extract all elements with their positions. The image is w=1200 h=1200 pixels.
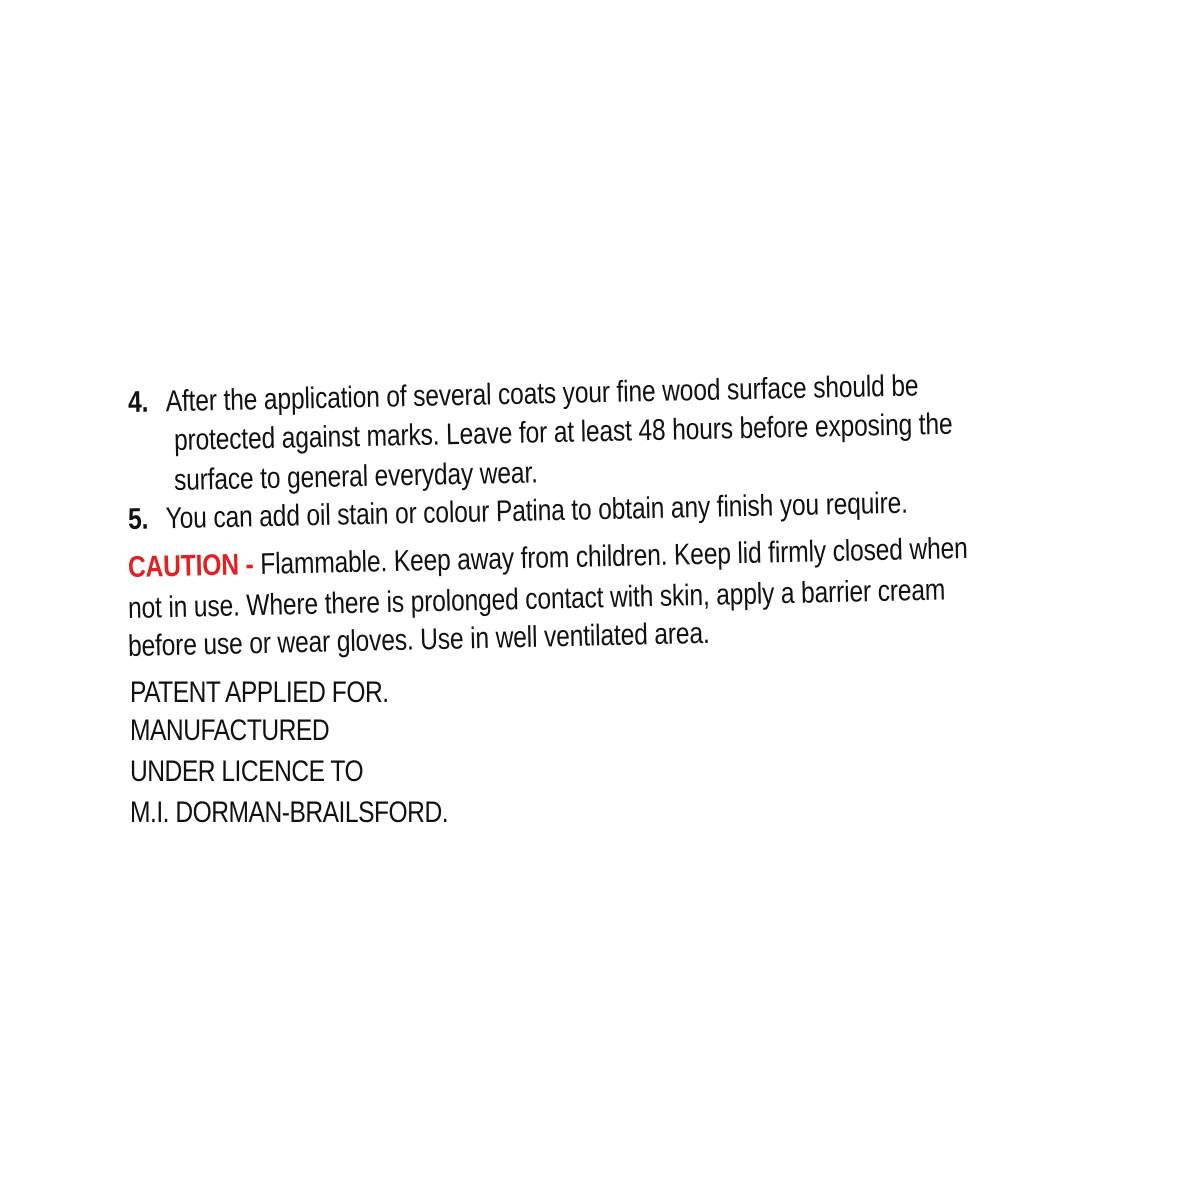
patent-line-2 bbox=[130, 714, 373, 748]
caution-text-line-3: before use or wear gloves. Use in well ventilated area. bbox=[127, 616, 710, 663]
caution-label: CAUTION - bbox=[127, 548, 254, 584]
patent-text-2: MANUFACTURED bbox=[130, 714, 330, 747]
step-5-text: You can add oil stain or colour Patina to obtain any finish you require. bbox=[165, 486, 909, 536]
patent-line-1 bbox=[130, 676, 445, 710]
step-5-number: 5. bbox=[127, 502, 149, 536]
patent-text-3: UNDER LICENCE TO bbox=[130, 755, 364, 788]
patent-line-4 bbox=[130, 796, 518, 830]
step-4-text-line-3: surface to general everyday wear. bbox=[173, 456, 539, 497]
caution-text-line-2: not in use. Where there is prolonged contact with skin, apply a barrier cream bbox=[127, 573, 946, 625]
caution-text-line-1: Flammable. Keep away from children. Keep lid firmly closed when bbox=[259, 531, 968, 581]
step-4-number: 4. bbox=[127, 385, 149, 419]
patent-text-4: M.I. DORMAN-BRAILSFORD. bbox=[130, 796, 449, 829]
step-4-text-line-2: protected against marks. Leave for at least 48 hours before exposing the bbox=[173, 407, 953, 457]
step-4-text-line-1: After the application of several coats your fine wood surface should be bbox=[165, 369, 919, 419]
patent-text-1: PATENT APPLIED FOR. bbox=[130, 676, 389, 709]
step-4-line-3 bbox=[174, 455, 618, 498]
patent-line-3 bbox=[130, 755, 414, 789]
